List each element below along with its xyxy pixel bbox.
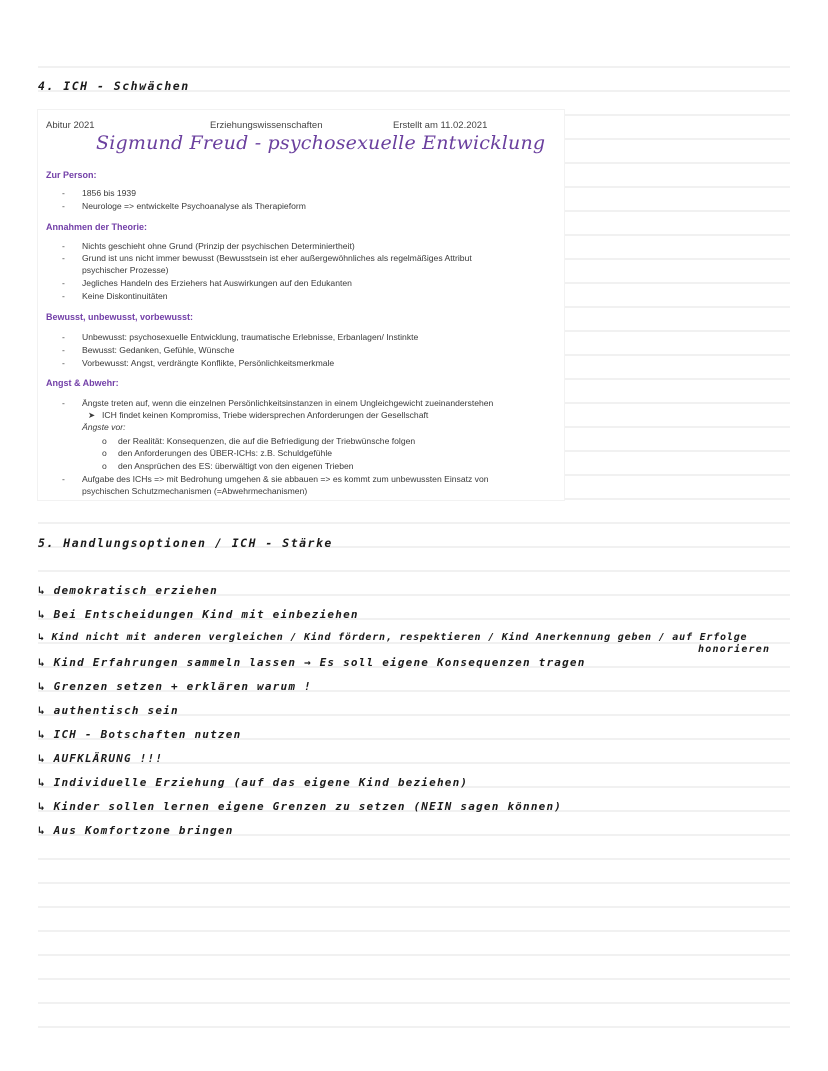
doc-section-heading: Bewusst, unbewusst, vorbewusst: <box>46 312 194 322</box>
section-5-heading: 5. Handlungsoptionen / ICH - Stärke <box>38 536 333 550</box>
handwritten-item: ↳ Aus Komfortzone bringen <box>38 824 234 837</box>
doc-meta-center: Erziehungswissenschaften <box>210 120 323 131</box>
handwritten-item: ↳ ICH - Botschaften nutzen <box>38 728 242 741</box>
handwritten-item: ↳ AUFKLÄRUNG !!! <box>38 752 164 765</box>
handwritten-continuation: honorieren <box>698 644 771 655</box>
section-4-heading: 4. ICH - Schwächen <box>38 79 190 93</box>
doc-meta-left: Abitur 2021 <box>46 120 95 131</box>
handwritten-item: ↳ Bei Entscheidungen Kind mit einbeziehen <box>38 608 359 621</box>
pasted-document: Abitur 2021 Erziehungswissenschaften Erstellt am 11.02.2021 Sigmund Freud - psychosexuelle Entwicklung Zur Person: - 1856 bis 1939 - Neurologe => entwickelte Psychoanalyse als Therapieform Annahmen der Theorie: - Nichts geschieht ohne Grund (Prinzip der psychischen Determiniertheit) - Grund ist uns nicht immer bewusst (Bewusstsein ist eher außergewöhnliches als regelmäßiges Attribut psychischer Prozesse) - Jegliches Handeln des Erziehers hat Auswirkungen auf den Edukanten - Keine Diskontinuitäten Bewusst, unbewusst, vorbewusst: - Unbewusst: psychosexuelle Entwicklung, traumatische Erlebnisse, Erbanlagen/ Instinkte - Bewusst: Gedanken, Gefühle, Wünsche - Vorbewusst: Angst, verdrängte Konflikte, Persönlichkeitsmerkmale Angst & Abwehr: - Ängste treten auf, wenn die einzelnen Persönlichkeitsinstanzen in einem Ungleichgewicht zueinanderstehen ➤ ICH findet keinen Kompromiss, Triebe widersprechen Anforderungen der Gesellschaft Ängste vor: o der Realität: Konsequenzen, die auf die Befriedigung der Triebwünsche folgen o den Anforderungen des ÜBER-ICHs: z.B. Schuldgefühle o den Ansprüchen des ES: überwältigt von den eigenen Trieben - Aufgabe des ICHs => mit Bedrohung umgehen & sie abbauen => es kommt zum unbewussten Einsatz von psychischen Schutzmechanismen (=Abwehrmechanismen) <box>38 110 564 500</box>
handwritten-item: ↳ authentisch sein <box>38 704 179 717</box>
doc-meta-right: Erstellt am 11.02.2021 <box>393 120 488 131</box>
doc-section-heading: Annahmen der Theorie: <box>46 222 148 232</box>
handwritten-item: ↳ Kind nicht mit anderen vergleichen / Kind fördern, respektieren / Kind Anerkennung geben / auf Erfolge <box>38 632 748 643</box>
handwritten-item: ↳ Grenzen setzen + erklären warum ! <box>38 680 312 693</box>
handwritten-item: ↳ demokratisch erziehen <box>38 584 218 597</box>
handwritten-item: ↳ Kind Erfahrungen sammeln lassen → Es soll eigene Konsequenzen tragen <box>38 656 586 669</box>
doc-section-heading: Angst & Abwehr: <box>46 378 119 388</box>
doc-title: Sigmund Freud - psychosexuelle Entwicklung <box>96 132 546 154</box>
doc-section-heading: Zur Person: <box>46 170 97 180</box>
handwritten-item: ↳ Individuelle Erziehung (auf das eigene Kind beziehen) <box>38 776 469 789</box>
handwritten-item: ↳ Kinder sollen lernen eigene Grenzen zu setzen (NEIN sagen können) <box>38 800 563 813</box>
